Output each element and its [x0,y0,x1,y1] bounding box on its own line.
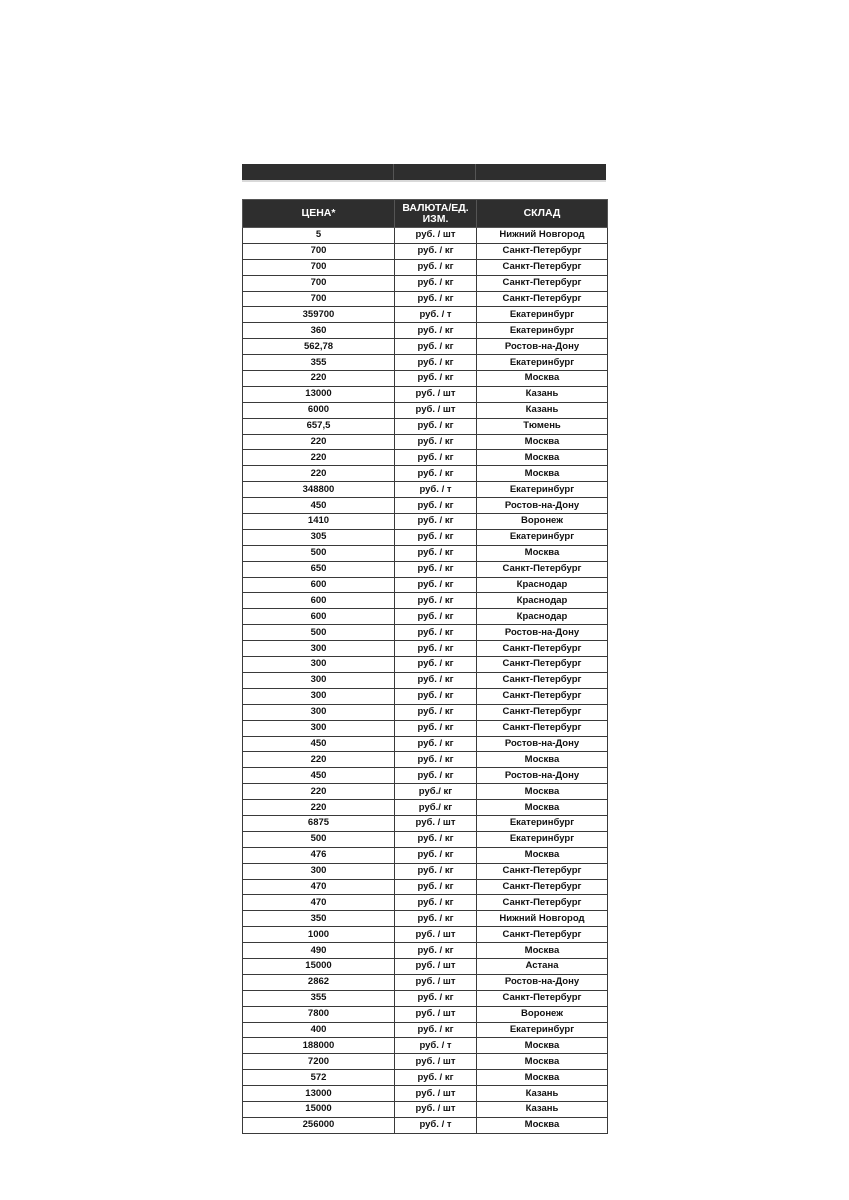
price-cell: 700 [243,243,395,259]
table-row [243,355,608,371]
price-cell: 188000 [243,1038,395,1054]
warehouse-cell: Екатеринбург [477,529,608,545]
warehouse-cell: Казань [477,386,608,402]
warehouse-cell: Воронеж [477,514,608,530]
table-row [243,895,608,911]
price-cell: 355 [243,355,395,371]
currency-unit-cell: руб. / кг [395,657,477,673]
warehouse-cell: Ростов-на-Дону [477,974,608,990]
warehouse-cell: Москва [477,943,608,959]
price-cell: 562,78 [243,339,395,355]
header-bar-segment [476,164,606,180]
warehouse-cell: Санкт-Петербург [477,561,608,577]
currency-unit-cell: руб. / кг [395,498,477,514]
warehouse-cell: Санкт-Петербург [477,291,608,307]
table-row [243,815,608,831]
price-cell: 650 [243,561,395,577]
warehouse-cell: Москва [477,800,608,816]
currency-unit-cell: руб. / кг [395,831,477,847]
warehouse-cell: Екатеринбург [477,831,608,847]
table-row [243,990,608,1006]
warehouse-cell: Санкт-Петербург [477,879,608,895]
warehouse-cell: Санкт-Петербург [477,863,608,879]
price-cell: 350 [243,911,395,927]
warehouse-cell: Москва [477,752,608,768]
price-cell: 256000 [243,1117,395,1133]
currency-unit-cell: руб. / шт [395,1054,477,1070]
currency-unit-cell: руб. / кг [395,1022,477,1038]
table-row [243,911,608,927]
warehouse-cell: Санкт-Петербург [477,672,608,688]
price-cell: 6000 [243,402,395,418]
warehouse-cell: Екатеринбург [477,307,608,323]
table-row [243,561,608,577]
currency-unit-cell: руб. / кг [395,259,477,275]
table-row [243,879,608,895]
warehouse-cell: Нижний Новгород [477,911,608,927]
currency-unit-cell: руб. / шт [395,228,477,244]
price-cell: 1410 [243,514,395,530]
price-cell: 220 [243,466,395,482]
currency-unit-cell: руб. / кг [395,529,477,545]
price-cell: 476 [243,847,395,863]
warehouse-cell: Москва [477,371,608,387]
price-cell: 15000 [243,958,395,974]
table-row [243,1070,608,1086]
table-row [243,1054,608,1070]
table-row [243,958,608,974]
table-row [243,418,608,434]
table-row [243,386,608,402]
column-header-warehouse: СКЛАД [477,200,608,228]
price-cell: 300 [243,863,395,879]
currency-unit-cell: руб. / кг [395,641,477,657]
currency-unit-cell: руб. / кг [395,545,477,561]
currency-unit-cell: руб. / кг [395,863,477,879]
warehouse-cell: Санкт-Петербург [477,704,608,720]
table-row [243,736,608,752]
warehouse-cell: Казань [477,402,608,418]
table-row [243,974,608,990]
currency-unit-cell: руб. / шт [395,386,477,402]
table-row [243,1117,608,1133]
table-row [243,784,608,800]
warehouse-cell: Ростов-на-Дону [477,339,608,355]
warehouse-cell: Краснодар [477,577,608,593]
table-row [243,434,608,450]
currency-unit-cell: руб. / кг [395,911,477,927]
currency-unit-cell: руб. / кг [395,736,477,752]
table-row [243,228,608,244]
price-cell: 220 [243,800,395,816]
warehouse-cell: Краснодар [477,609,608,625]
table-header [243,200,608,228]
table-row [243,1086,608,1102]
header-bar-segment [394,164,476,180]
currency-unit-cell: руб. / кг [395,609,477,625]
warehouse-cell: Нижний Новгород [477,228,608,244]
currency-unit-cell: руб. / кг [395,577,477,593]
currency-unit-cell: руб. / кг [395,434,477,450]
price-cell: 220 [243,450,395,466]
warehouse-cell: Екатеринбург [477,355,608,371]
column-header-price: ЦЕНА* [243,200,395,228]
currency-unit-cell: руб. / кг [395,339,477,355]
table-row [243,371,608,387]
currency-unit-cell: руб. / т [395,307,477,323]
price-cell: 300 [243,672,395,688]
warehouse-cell: Тюмень [477,418,608,434]
table-row [243,720,608,736]
table-row [243,577,608,593]
currency-unit-cell: руб. / шт [395,815,477,831]
price-cell: 600 [243,577,395,593]
warehouse-cell: Москва [477,450,608,466]
currency-unit-cell: руб. / кг [395,752,477,768]
warehouse-cell: Екатеринбург [477,1022,608,1038]
header-bar-segment [242,164,394,180]
currency-unit-cell: руб. / кг [395,672,477,688]
warehouse-cell: Екатеринбург [477,815,608,831]
price-cell: 450 [243,498,395,514]
currency-unit-cell: руб. / кг [395,1070,477,1086]
table-row [243,1006,608,1022]
table-body [243,228,608,1134]
price-cell: 600 [243,609,395,625]
price-cell: 1000 [243,927,395,943]
warehouse-cell: Краснодар [477,593,608,609]
table-row [243,498,608,514]
currency-unit-cell: руб. / кг [395,450,477,466]
price-cell: 220 [243,371,395,387]
currency-unit-cell: руб. / кг [395,593,477,609]
currency-unit-cell: руб./ кг [395,784,477,800]
warehouse-cell: Санкт-Петербург [477,275,608,291]
table-row [243,831,608,847]
price-cell: 13000 [243,1086,395,1102]
currency-unit-cell: руб. / кг [395,323,477,339]
table-header-row [243,200,608,228]
currency-unit-cell: руб. / шт [395,1101,477,1117]
warehouse-cell: Ростов-на-Дону [477,498,608,514]
warehouse-cell: Ростов-на-Дону [477,625,608,641]
currency-unit-cell: руб. / кг [395,720,477,736]
warehouse-cell: Ростов-на-Дону [477,736,608,752]
price-cell: 450 [243,768,395,784]
header-bar [242,164,606,180]
warehouse-cell: Казань [477,1101,608,1117]
price-cell: 470 [243,895,395,911]
table-row [243,847,608,863]
column-header-currency-unit: ВАЛЮТА/ЕД. ИЗМ. [395,200,477,228]
table-row [243,291,608,307]
table-row [243,704,608,720]
price-cell: 500 [243,625,395,641]
warehouse-cell: Казань [477,1086,608,1102]
warehouse-cell: Москва [477,434,608,450]
table-row [243,323,608,339]
table-row [243,593,608,609]
currency-unit-cell: руб. / шт [395,958,477,974]
table-row [243,927,608,943]
currency-unit-cell: руб. / кг [395,418,477,434]
warehouse-cell: Воронеж [477,1006,608,1022]
warehouse-cell: Москва [477,1117,608,1133]
price-cell: 220 [243,434,395,450]
header-bar-divider [242,180,606,182]
table-row [243,768,608,784]
currency-unit-cell: руб. / шт [395,927,477,943]
table-row [243,402,608,418]
price-cell: 348800 [243,482,395,498]
price-cell: 572 [243,1070,395,1086]
price-cell: 500 [243,545,395,561]
currency-unit-cell: руб. / кг [395,561,477,577]
currency-unit-cell: руб. / кг [395,768,477,784]
currency-unit-cell: руб. / кг [395,355,477,371]
currency-unit-cell: руб. / т [395,1038,477,1054]
table-row [243,466,608,482]
currency-unit-cell: руб. / кг [395,514,477,530]
price-cell: 355 [243,990,395,1006]
price-cell: 305 [243,529,395,545]
table-row [243,1038,608,1054]
price-cell: 490 [243,943,395,959]
table-row [243,529,608,545]
table-row [243,482,608,498]
currency-unit-cell: руб. / шт [395,1006,477,1022]
price-cell: 7200 [243,1054,395,1070]
table-row [243,243,608,259]
warehouse-cell: Екатеринбург [477,323,608,339]
price-cell: 6875 [243,815,395,831]
price-cell: 300 [243,688,395,704]
currency-unit-cell: руб. / шт [395,402,477,418]
table-row [243,800,608,816]
warehouse-cell: Санкт-Петербург [477,657,608,673]
warehouse-cell: Ростов-на-Дону [477,768,608,784]
table-row [243,514,608,530]
currency-unit-cell: руб. / кг [395,943,477,959]
currency-unit-cell: руб. / т [395,482,477,498]
currency-unit-cell: руб. / шт [395,974,477,990]
currency-unit-cell: руб. / кг [395,625,477,641]
price-cell: 359700 [243,307,395,323]
warehouse-cell: Санкт-Петербург [477,895,608,911]
price-cell: 700 [243,259,395,275]
price-cell: 700 [243,291,395,307]
currency-unit-cell: руб. / кг [395,243,477,259]
warehouse-cell: Санкт-Петербург [477,927,608,943]
price-cell: 450 [243,736,395,752]
price-cell: 5 [243,228,395,244]
warehouse-cell: Москва [477,1038,608,1054]
price-cell: 7800 [243,1006,395,1022]
price-cell: 470 [243,879,395,895]
warehouse-cell: Санкт-Петербург [477,688,608,704]
currency-unit-cell: руб. / кг [395,895,477,911]
warehouse-cell: Екатеринбург [477,482,608,498]
table-row [243,943,608,959]
warehouse-cell: Москва [477,784,608,800]
currency-unit-cell: руб. / кг [395,879,477,895]
warehouse-cell: Москва [477,1054,608,1070]
warehouse-cell: Москва [477,545,608,561]
currency-unit-cell: руб./ кг [395,800,477,816]
table-row [243,1022,608,1038]
warehouse-cell: Санкт-Петербург [477,243,608,259]
currency-unit-cell: руб. / т [395,1117,477,1133]
price-cell: 360 [243,323,395,339]
currency-unit-cell: руб. / кг [395,704,477,720]
price-cell: 500 [243,831,395,847]
table-row [243,307,608,323]
currency-unit-cell: руб. / кг [395,466,477,482]
price-cell: 300 [243,720,395,736]
price-cell: 657,5 [243,418,395,434]
table-row [243,545,608,561]
table-row [243,863,608,879]
price-cell: 700 [243,275,395,291]
table-row [243,657,608,673]
price-cell: 220 [243,784,395,800]
warehouse-cell: Москва [477,466,608,482]
currency-unit-cell: руб. / кг [395,275,477,291]
price-cell: 220 [243,752,395,768]
table-row [243,625,608,641]
currency-unit-cell: руб. / кг [395,371,477,387]
price-cell: 300 [243,704,395,720]
table-row [243,450,608,466]
currency-unit-cell: руб. / шт [395,1086,477,1102]
table-row [243,275,608,291]
currency-unit-cell: руб. / кг [395,291,477,307]
price-cell: 300 [243,657,395,673]
table-row [243,609,608,625]
warehouse-cell: Астана [477,958,608,974]
table-row [243,259,608,275]
currency-unit-cell: руб. / кг [395,847,477,863]
table-row [243,641,608,657]
price-cell: 300 [243,641,395,657]
price-cell: 400 [243,1022,395,1038]
price-cell: 13000 [243,386,395,402]
warehouse-cell: Санкт-Петербург [477,641,608,657]
currency-unit-cell: руб. / кг [395,688,477,704]
price-cell: 600 [243,593,395,609]
warehouse-cell: Москва [477,1070,608,1086]
table-row [243,688,608,704]
price-cell: 15000 [243,1101,395,1117]
warehouse-cell: Санкт-Петербург [477,990,608,1006]
warehouse-cell: Москва [477,847,608,863]
table-row [243,339,608,355]
warehouse-cell: Санкт-Петербург [477,720,608,736]
table-row [243,752,608,768]
warehouse-cell: Санкт-Петербург [477,259,608,275]
table-row [243,1101,608,1117]
price-cell: 2862 [243,974,395,990]
price-table [242,199,608,1134]
table-row [243,672,608,688]
currency-unit-cell: руб. / кг [395,990,477,1006]
